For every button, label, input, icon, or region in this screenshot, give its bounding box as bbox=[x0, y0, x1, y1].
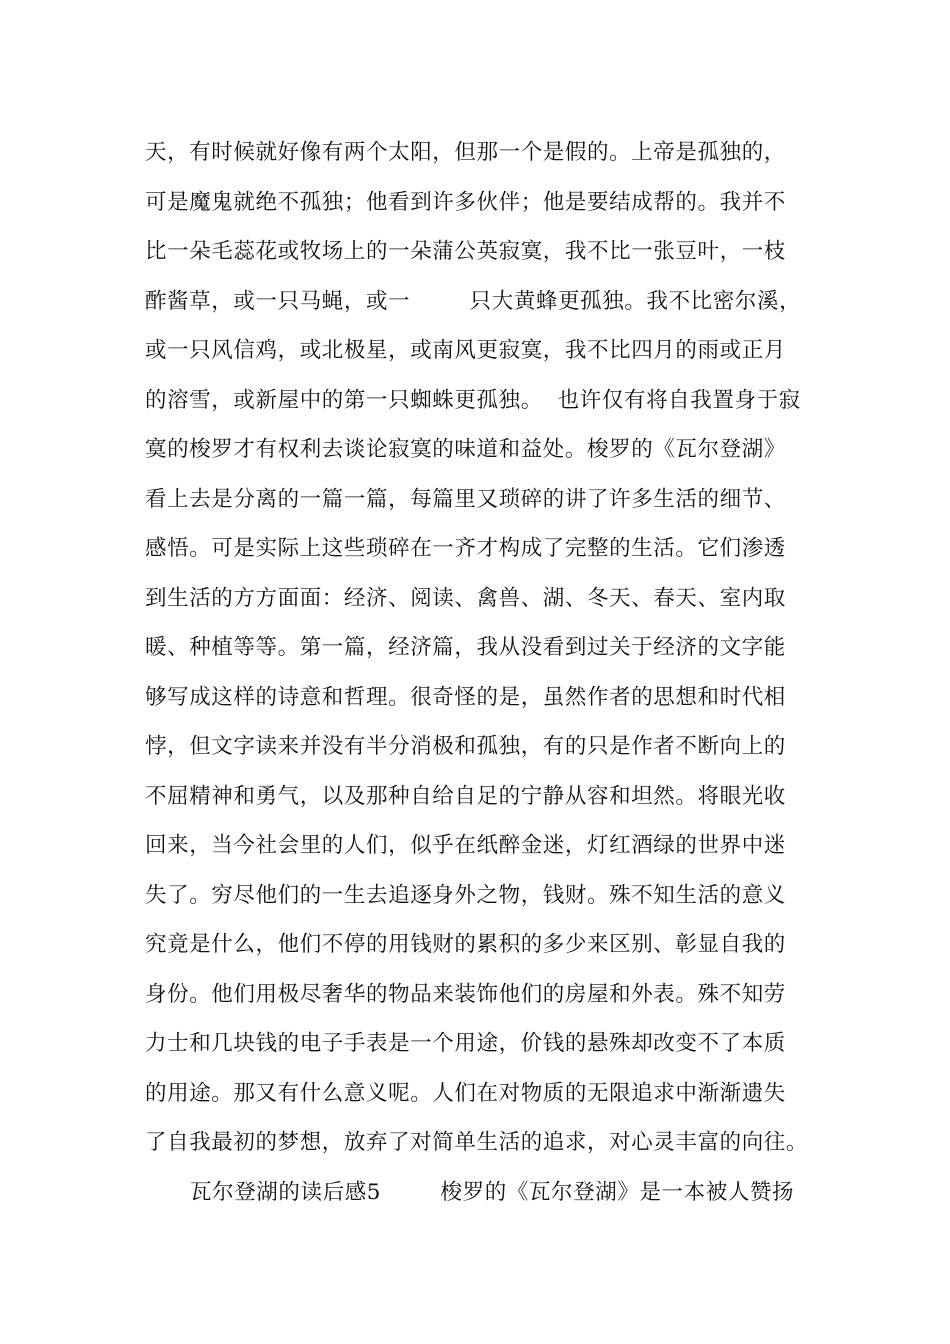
text-line-5: 或一只风信鸡，或北极星，或南风更寂寞，我不比四月的雨或正月 bbox=[145, 338, 786, 363]
text-line-4: 酢酱草，或一只马蝇，或一 只大黄蜂更孤独。我不比密尔溪， bbox=[145, 288, 802, 314]
text-line-7: 寞的梭罗才有权利去谈论寂寞的味道和益处。梭罗的《瓦尔登湖》 bbox=[145, 437, 786, 462]
text-line-13: 悖，但文字读来并没有半分消极和孤独，有的只是作者不断向上的 bbox=[145, 734, 786, 759]
text-line-19: 力士和几块钱的电子手表是一个用途，价钱的悬殊却改变不了本质 bbox=[145, 1031, 786, 1056]
text-line-10: 到生活的方方面面：经济、阅读、禽兽、湖、冬天、春天、室内取 bbox=[145, 585, 786, 611]
text-line-21: 了自我最初的梦想，放弃了对简单生活的追求，对心灵丰富的向往。 bbox=[145, 1130, 809, 1155]
text-line-2: 可是魔鬼就绝不孤独；他看到许多伙伴；他是要结成帮的。我并不 bbox=[145, 189, 786, 215]
text-line-16: 失了。穷尽他们的一生去追逐身外之物，钱财。殊不知生活的意义 bbox=[145, 882, 786, 908]
text-line-18: 身份。他们用极尽奢华的物品来装饰他们的房屋和外表。殊不知劳 bbox=[145, 981, 786, 1007]
section-heading-line: 瓦尔登湖的读后感5 梭罗的《瓦尔登湖》是一本被人赞扬 bbox=[190, 1179, 795, 1205]
text-line-11: 暖、种植等等。第一篇，经济篇，我从没看到过关于经济的文字能 bbox=[145, 635, 786, 660]
body-text bbox=[145, 128, 835, 1217]
text-line-9: 感悟。可是实际上这些琐碎在一齐才构成了完整的生活。它们渗透 bbox=[145, 536, 786, 561]
text-line-3: 比一朵毛蕊花或牧场上的一朵蒲公英寂寞，我不比一张豆叶，一枝 bbox=[145, 239, 786, 264]
text-line-14: 不屈精神和勇气，以及那种自给自足的宁静从容和坦然。将眼光收 bbox=[145, 783, 786, 809]
text-line-1: 天，有时候就好像有两个太阳，但那一个是假的。上帝是孤独的， bbox=[145, 140, 786, 165]
text-line-8: 看上去是分离的一篇一篇，每篇里又琐碎的讲了许多生活的细节、 bbox=[145, 486, 786, 512]
text-line-15: 回来，当今社会里的人们，似乎在纸醉金迷，灯红酒绿的世界中迷 bbox=[145, 833, 786, 858]
text-line-12: 够写成这样的诗意和哲理。很奇怪的是，虽然作者的思想和时代相 bbox=[145, 684, 786, 710]
text-line-17: 究竟是什么，他们不停的用钱财的累积的多少来区别、彰显自我的 bbox=[145, 932, 786, 957]
text-line-20: 的用途。那又有什么意义呢。人们在对物质的无限追求中渐渐遗失 bbox=[145, 1080, 786, 1106]
text-line-6: 的溶雪，或新屋中的第一只蜘蛛更孤独。 也许仅有将自我置身于寂 bbox=[145, 387, 801, 413]
